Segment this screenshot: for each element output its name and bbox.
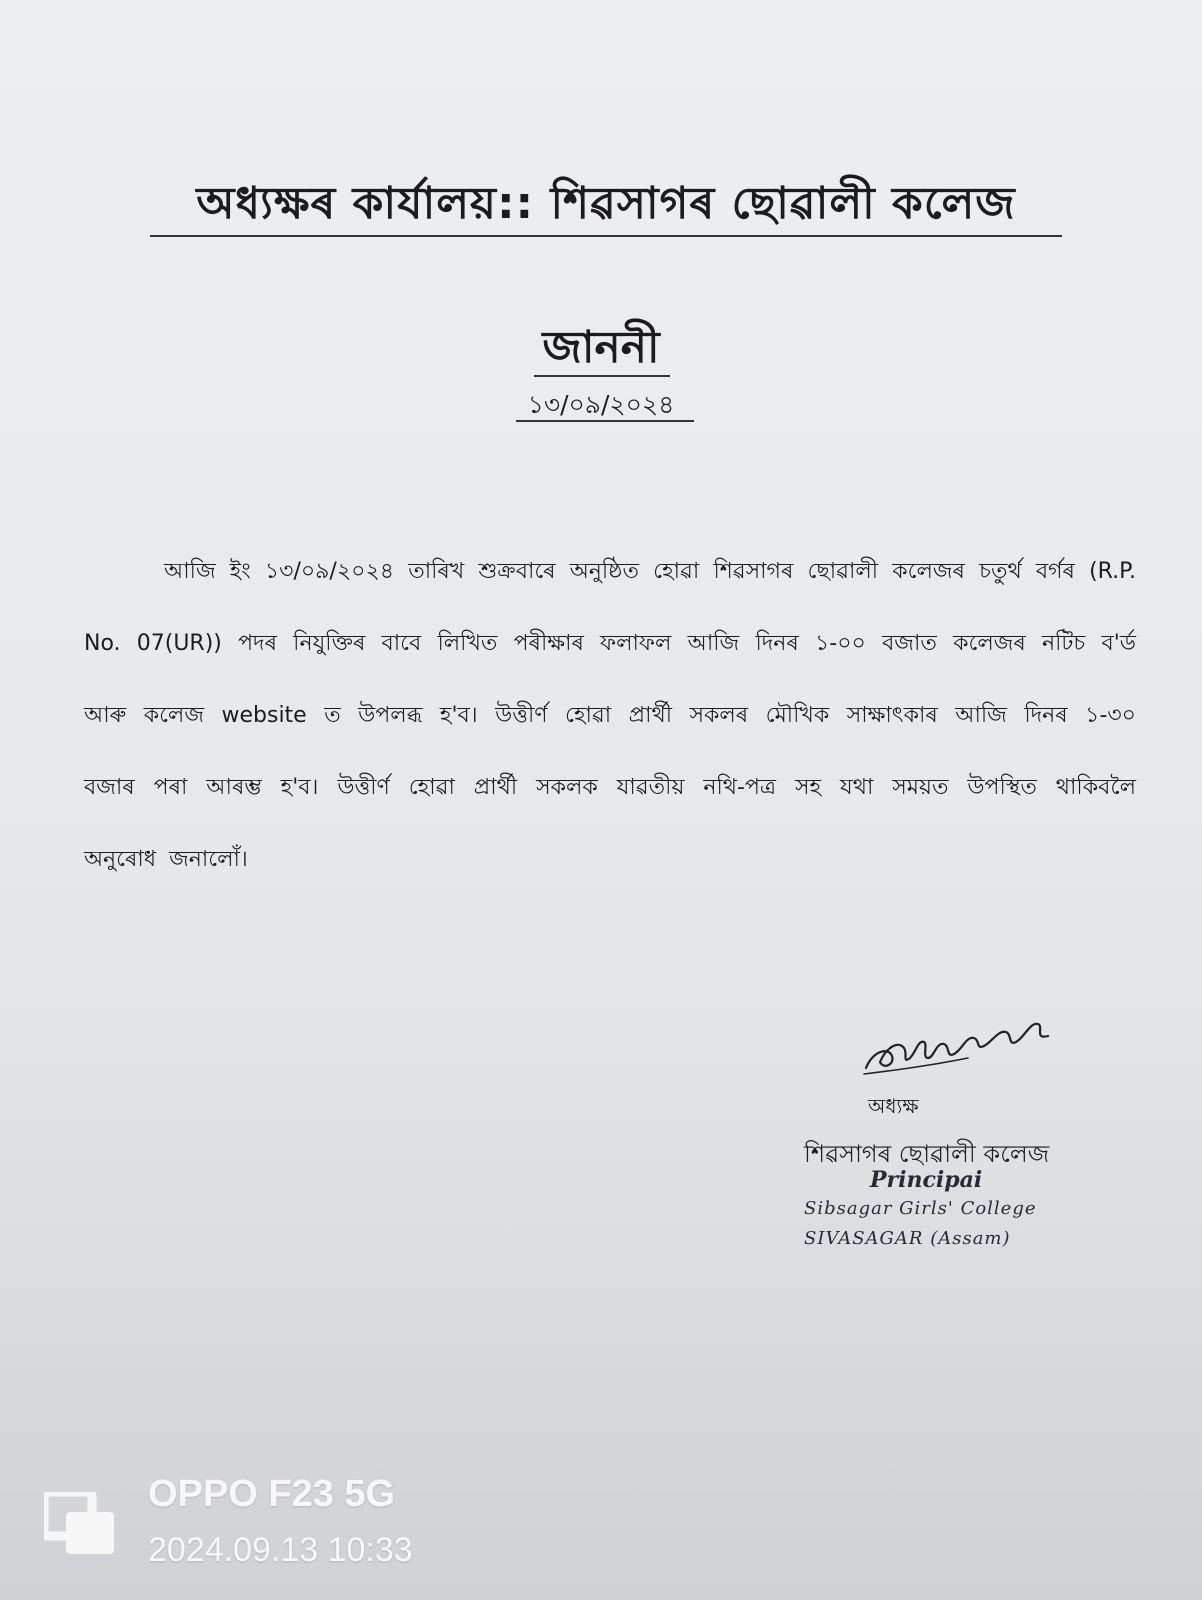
notice-date: ১৩/০৯/২০২৪: [527, 390, 675, 419]
heading-underline: [150, 235, 1062, 237]
stamp-role: Principai: [870, 1167, 983, 1193]
watermark-device: OPPO F23 5G: [148, 1473, 396, 1515]
title-underline: [534, 375, 670, 377]
notice-title: জাননী: [542, 322, 660, 373]
office-heading: অধ্যক্ষৰ কাৰ্যালয়:: শিৱসাগৰ ছোৱালী কলেজ: [196, 178, 1016, 229]
stamp-place: SIVASAGAR (Assam): [804, 1228, 1011, 1249]
handwritten-signature: [858, 1012, 1058, 1082]
stamp-college: Sibsagar Girls' College: [804, 1198, 1037, 1219]
notice-body: আজি ইং ১৩/০৯/২০২৪ তাৰিখ শুক্রবাৰে অনুষ্ঠিত হোৱা শিৱসাগৰ ছোৱালী কলেজৰ চতুৰ্থ বৰ্গৰ (R.P. No. 07(UR)) পদৰ নিযুক্তিৰ বাবে লিখিত পৰীক্ষাৰ ফলাফল আজি দিনৰ ১-০০ বজাত কলেজৰ নটিচ ব'ৰ্ড আৰু কলেজ website ত উপলব্ধ হ'ব। উত্তীৰ্ণ হোৱা প্ৰাৰ্থী সকলৰ মৌখিক সাক্ষাৎকাৰ আজি দিনৰ ১-৩০ বজাৰ পৰা আৰম্ভ হ'ব। উত্তীৰ্ণ হোৱা প্ৰাৰ্থী সকলক যাৱতীয় নথি-পত্ৰ সহ যথা সময়ত উপস্থিত থাকিবলৈ অনুৰোধ জনালোঁ।: [84, 559, 1136, 872]
camera-watermark: [44, 1470, 464, 1580]
signatory-college: শিৱসাগৰ ছোৱালী কলেজ: [804, 1140, 1050, 1168]
date-underline: [516, 420, 694, 422]
watermark-timestamp: 2024.09.13 10:33: [148, 1531, 413, 1569]
signatory-title: অধ্যক্ষ: [868, 1094, 919, 1118]
principal-stamp: [804, 1166, 1084, 1254]
oppo-watermark-icon: [44, 1492, 116, 1556]
